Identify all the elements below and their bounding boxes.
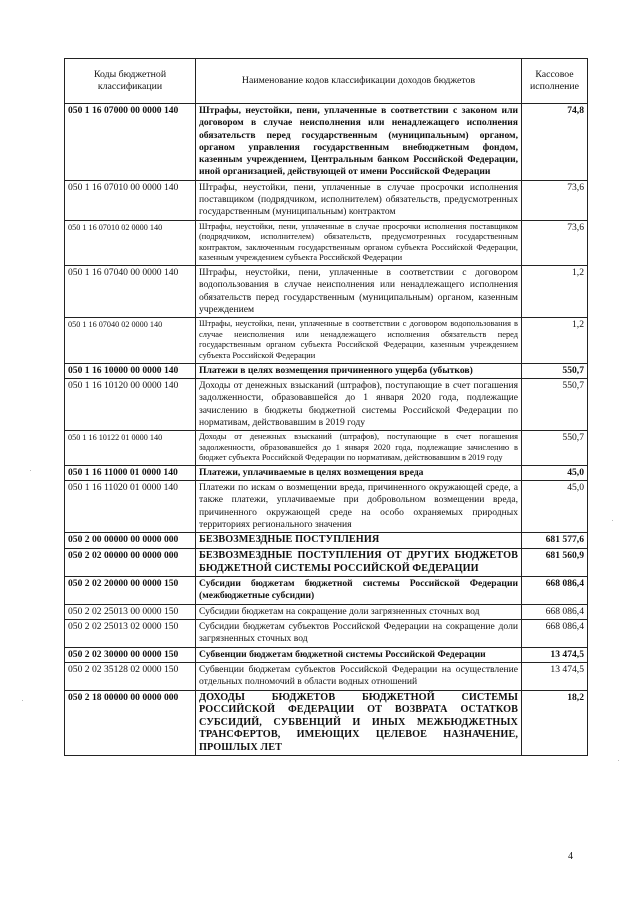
row-name: Субсидии бюджетам на сокращение доли загрязненных сточных вод	[196, 604, 522, 619]
row-amount: 550,7	[522, 431, 588, 466]
row-amount: 73,6	[522, 180, 588, 220]
row-amount: 13 474,5	[522, 662, 588, 690]
row-name: Платежи в целях возмещения причиненного ущерба (убытков)	[196, 363, 522, 378]
row-code: 050 1 16 07040 02 0000 140	[65, 318, 196, 363]
table-header-row	[65, 59, 588, 104]
table-row	[65, 378, 588, 430]
row-name: Субсидии бюджетам субъектов Российской Федерации на сокращение доли загрязненных сточных вод	[196, 620, 522, 648]
row-amount: 681 577,6	[522, 533, 588, 549]
row-amount: 45,0	[522, 465, 588, 480]
row-amount: 1,2	[522, 266, 588, 318]
row-name: Субсидии бюджетам бюджетной системы Российской Федерации (межбюджетные субсидии)	[196, 577, 522, 605]
table-row	[65, 220, 588, 265]
header-name: Наименование кодов классификации доходов бюджетов	[196, 59, 522, 104]
row-amount: 668 086,4	[522, 577, 588, 605]
table-row	[65, 647, 588, 662]
table-row	[65, 577, 588, 605]
row-name: ДОХОДЫ БЮДЖЕТОВ БЮДЖЕТНОЙ СИСТЕМЫ РОССИЙСКОЙ ФЕДЕРАЦИИ ОТ ВОЗВРАТА ОСТАТКОВ СУБСИДИЙ, СУБВЕНЦИЙ И ИНЫХ МЕЖБЮДЖЕТНЫХ ТРАНСФЕРТОВ, ИМЕЮЩИХ ЦЕЛЕВОЕ НАЗНАЧЕНИЕ, ПРОШЛЫХ ЛЕТ	[196, 690, 522, 756]
row-code: 050 2 02 35128 02 0000 150	[65, 662, 196, 690]
revenue-table	[64, 58, 588, 756]
table-row	[65, 533, 588, 549]
row-amount: 73,6	[522, 220, 588, 265]
row-amount: 550,7	[522, 378, 588, 430]
header-code: Коды бюджетной классификации	[65, 59, 196, 104]
row-code: 050 2 00 00000 00 0000 000	[65, 533, 196, 549]
table-row	[65, 363, 588, 378]
table-row	[65, 662, 588, 690]
row-name: Доходы от денежных взысканий (штрафов), поступающие в счет погашения задолженности, образовавшейся до 1 января 2020 года, подлежащие зачислению в бюджет субъекта Российской Федерации по нормативам, действовавшим в 2019 году	[196, 431, 522, 466]
row-code: 050 2 02 00000 00 0000 000	[65, 548, 196, 576]
table-row	[65, 604, 588, 619]
table-row	[65, 180, 588, 220]
row-code: 050 2 02 30000 00 0000 150	[65, 647, 196, 662]
row-code: 050 2 02 20000 00 0000 150	[65, 577, 196, 605]
row-code: 050 1 16 10120 00 0000 140	[65, 378, 196, 430]
row-amount: 74,8	[522, 104, 588, 181]
row-amount: 45,0	[522, 481, 588, 533]
row-name: Субвенции бюджетам бюджетной системы Российской Федерации	[196, 647, 522, 662]
table-row	[65, 620, 588, 648]
row-name: Штрафы, неустойки, пени, уплаченные в случае просрочки исполнения поставщиком (подрядчиком, исполнителем) обязательств, предусмотренных государственным контрактом, заключенным государственным органом субъекта Российской Федерации, казенным учреждением субъекта Российской Федерации	[196, 220, 522, 265]
row-amount: 668 086,4	[522, 620, 588, 648]
row-name: Доходы от денежных взысканий (штрафов), поступающие в счет погашения задолженности, образовавшейся до 1 января 2020 года, подлежащие зачислению в бюджеты бюджетной системы Российской Федерации по нормативам, действовавшим в 2019 году	[196, 378, 522, 430]
row-code: 050 2 18 00000 00 0000 000	[65, 690, 196, 756]
row-code: 050 1 16 07040 00 0000 140	[65, 266, 196, 318]
row-code: 050 2 02 25013 02 0000 150	[65, 620, 196, 648]
row-code: 050 1 16 07000 00 0000 140	[65, 104, 196, 181]
row-code: 050 1 16 10000 00 0000 140	[65, 363, 196, 378]
table-row	[65, 318, 588, 363]
table-row	[65, 104, 588, 181]
table-row	[65, 481, 588, 533]
row-code: 050 1 16 11020 01 0000 140	[65, 481, 196, 533]
row-amount: 13 474,5	[522, 647, 588, 662]
row-amount: 550,7	[522, 363, 588, 378]
row-name: Штрафы, неустойки, пени, уплаченные в соответствии с законом или договором в случае неисполнения или ненадлежащего исполнения обязательств перед государственным (муниципальным) органом, органом управления государственным внебюджетным фондом, казенным учреждением, Центральным банком Российской Федерации, иной организацией, действующей от имени Российской Федерации	[196, 104, 522, 181]
table-row	[65, 266, 588, 318]
row-amount: 668 086,4	[522, 604, 588, 619]
row-code: 050 2 02 25013 00 0000 150	[65, 604, 196, 619]
row-amount: 681 560,9	[522, 548, 588, 576]
row-amount: 18,2	[522, 690, 588, 756]
header-amount: Кассовое исполнение	[522, 59, 588, 104]
table-row	[65, 548, 588, 576]
table-row	[65, 690, 588, 756]
table-row	[65, 431, 588, 466]
row-name: Платежи по искам о возмещении вреда, причиненного окружающей среде, а также платежи, уплачиваемые при добровольном возмещении вреда, причиненного окружающей среде на особо охраняемых природных территориях регионального значения	[196, 481, 522, 533]
table-body	[65, 104, 588, 756]
row-code: 050 1 16 10122 01 0000 140	[65, 431, 196, 466]
row-name: Штрафы, неустойки, пени, уплаченные в случае просрочки исполнения поставщиком (подрядчиком, исполнителем) обязательств, предусмотренных государственным (муниципальным) контрактом	[196, 180, 522, 220]
row-name: БЕЗВОЗМЕЗДНЫЕ ПОСТУПЛЕНИЯ	[196, 533, 522, 549]
row-name: Штрафы, неустойки, пени, уплаченные в соответствии с договором водопользования в случае неисполнения или ненадлежащего исполнения обязательств перед государственным органом субъекта Российской Федерации, казенным учреждением субъекта Российской Федерации	[196, 318, 522, 363]
row-name: Субвенции бюджетам субъектов Российской Федерации на осуществление отдельных полномочий в области водных отношений	[196, 662, 522, 690]
page-number: 4	[568, 851, 573, 862]
row-name: БЕЗВОЗМЕЗДНЫЕ ПОСТУПЛЕНИЯ ОТ ДРУГИХ БЮДЖЕТОВ БЮДЖЕТНОЙ СИСТЕМЫ РОССИЙСКОЙ ФЕДЕРАЦИИ	[196, 548, 522, 576]
row-code: 050 1 16 07010 02 0000 140	[65, 220, 196, 265]
row-name: Платежи, уплачиваемые в целях возмещения вреда	[196, 465, 522, 480]
row-amount: 1,2	[522, 318, 588, 363]
table-row	[65, 465, 588, 480]
row-code: 050 1 16 07010 00 0000 140	[65, 180, 196, 220]
row-name: Штрафы, неустойки, пени, уплаченные в соответствии с договором водопользования в случае неисполнения или ненадлежащего исполнения обязательств перед государственным (муниципальным) органом, казенным учреждением	[196, 266, 522, 318]
row-code: 050 1 16 11000 01 0000 140	[65, 465, 196, 480]
